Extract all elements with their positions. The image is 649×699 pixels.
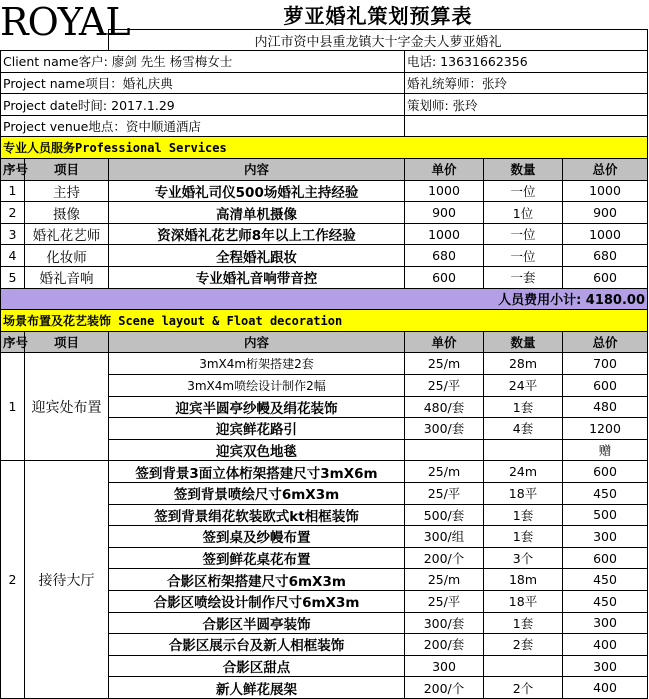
row-qty: 18m	[484, 569, 563, 591]
row-qty: 18平	[484, 482, 563, 504]
table-row	[1, 202, 648, 224]
row-content: 专业婚礼音响带音控	[109, 267, 405, 289]
row-qty: 一套	[484, 267, 563, 289]
row-content: 全程婚礼跟妆	[109, 245, 405, 267]
row-price	[405, 439, 484, 461]
row-price: 200/套	[405, 634, 484, 656]
row-no: 1	[1, 180, 25, 202]
group-no: 1	[1, 353, 25, 461]
row-content: 签到背景绢花软装欧式kt相框装饰	[109, 504, 405, 526]
row-total: 450	[563, 482, 648, 504]
row-qty: 1套	[484, 612, 563, 634]
row-qty: 一位	[484, 245, 563, 267]
row-item: 主持	[25, 180, 109, 202]
row-content: 3mX4m桁架搭建2套	[109, 353, 405, 375]
section-scene-title: 场景布置及花艺装饰 Scene layout & Float decoration	[1, 310, 648, 332]
row-content: 签到背景3面立体桁架搭建尺寸3mX6m	[109, 461, 405, 483]
row-total: 600	[563, 375, 648, 397]
table-row	[1, 267, 648, 289]
row-price: 25/平	[405, 375, 484, 397]
group-item: 迎宾处布置	[25, 353, 109, 461]
header-item: 项目	[25, 159, 109, 181]
row-price: 25/m	[405, 569, 484, 591]
row-total: 900	[563, 202, 648, 224]
row-total: 600	[563, 267, 648, 289]
row-price: 300	[405, 655, 484, 677]
row-content: 迎宾半圆亭纱幔及绢花装饰	[109, 396, 405, 418]
header-price: 单价	[405, 159, 484, 181]
personnel-subtotal: 人员费用小计: 4180.00	[1, 288, 648, 310]
row-total: 600	[563, 547, 648, 569]
row-content: 签到桌及纱幔布置	[109, 526, 405, 548]
row-total: 1200	[563, 418, 648, 440]
section-professional-title: 专业人员服务Professional Services	[1, 137, 648, 159]
row-item: 摄像	[25, 202, 109, 224]
row-qty	[484, 655, 563, 677]
row-qty	[484, 439, 563, 461]
row-content: 合影区展示台及新人相框装饰	[109, 634, 405, 656]
row-price: 480/套	[405, 396, 484, 418]
row-price: 25/平	[405, 482, 484, 504]
row-no: 5	[1, 267, 25, 289]
header-qty: 数量	[484, 331, 563, 353]
row-total: 300	[563, 612, 648, 634]
row-total: 300	[563, 655, 648, 677]
row-content: 3mX4m喷绘设计制作2幅	[109, 375, 405, 397]
row-total: 500	[563, 504, 648, 526]
project-name: Project name项目：婚礼庆典	[1, 72, 405, 94]
row-price: 680	[405, 245, 484, 267]
row-qty: 1位	[484, 202, 563, 224]
row-qty: 28m	[484, 353, 563, 375]
row-price: 25/m	[405, 353, 484, 375]
row-price: 25/平	[405, 590, 484, 612]
group-no: 2	[1, 461, 25, 699]
royal-logo: ROYAL	[0, 0, 130, 44]
header-total: 总价	[563, 159, 648, 181]
row-qty: 一位	[484, 223, 563, 245]
row-content: 合影区喷绘设计制作尺寸6mX3m	[109, 590, 405, 612]
row-price: 300/组	[405, 526, 484, 548]
header-content: 内容	[109, 159, 405, 181]
row-content: 新人鲜花展架	[109, 677, 405, 699]
row-qty: 4套	[484, 418, 563, 440]
row-no: 4	[1, 245, 25, 267]
row-qty: 2个	[484, 677, 563, 699]
row-content: 签到背景喷绘尺寸6mX3m	[109, 482, 405, 504]
row-content: 专业婚礼司仪500场婚礼主持经验	[109, 180, 405, 202]
row-total: 400	[563, 634, 648, 656]
row-total: 700	[563, 353, 648, 375]
row-content: 资深婚礼花艺师8年以上工作经验	[109, 223, 405, 245]
header-total: 总价	[563, 331, 648, 353]
row-qty: 一位	[484, 180, 563, 202]
row-qty: 24m	[484, 461, 563, 483]
header-content: 内容	[109, 331, 405, 353]
row-content: 合影区甜点	[109, 655, 405, 677]
section2-header-row	[1, 331, 648, 353]
row-content: 迎宾双色地毯	[109, 439, 405, 461]
header-no: 序号	[1, 331, 25, 353]
row-price: 900	[405, 202, 484, 224]
table-row	[1, 180, 648, 202]
row-price: 300/套	[405, 418, 484, 440]
row-total: 600	[563, 461, 648, 483]
row-price: 1000	[405, 223, 484, 245]
row-content: 合影区半圆亭装饰	[109, 612, 405, 634]
row-qty: 18平	[484, 590, 563, 612]
row-price: 200/个	[405, 677, 484, 699]
row-total: 1000	[563, 223, 648, 245]
row-total: 480	[563, 396, 648, 418]
row-price: 500/套	[405, 504, 484, 526]
row-content: 高清单机摄像	[109, 202, 405, 224]
row-price: 300/套	[405, 612, 484, 634]
row-content: 合影区桁架搭建尺寸6mX3m	[109, 569, 405, 591]
row-qty: 2套	[484, 634, 563, 656]
row-content: 迎宾鲜花路引	[109, 418, 405, 440]
row-total: 赠	[563, 439, 648, 461]
coordinator: 婚礼统筹师：张玲	[405, 72, 648, 94]
table-row	[1, 245, 648, 267]
client-name: Client name客户: 廖剑 先生 杨雪梅女士	[1, 51, 405, 73]
row-qty: 1套	[484, 396, 563, 418]
section1-header-row	[1, 159, 648, 181]
row-price: 25/m	[405, 461, 484, 483]
row-total: 1000	[563, 180, 648, 202]
row-price: 600	[405, 267, 484, 289]
sheet-title: 萝亚婚礼策划预算表	[283, 4, 473, 28]
row-qty: 24平	[484, 375, 563, 397]
row-qty: 1套	[484, 526, 563, 548]
row-total: 300	[563, 526, 648, 548]
header-no: 序号	[1, 159, 25, 181]
row-item: 婚礼音响	[25, 267, 109, 289]
row-total: 400	[563, 677, 648, 699]
table-row	[1, 461, 648, 483]
row-total: 450	[563, 590, 648, 612]
table-row	[1, 223, 648, 245]
row-price: 200/个	[405, 547, 484, 569]
row-qty: 3个	[484, 547, 563, 569]
row-total: 680	[563, 245, 648, 267]
row-price: 1000	[405, 180, 484, 202]
header-price: 单价	[405, 331, 484, 353]
row-content: 签到鲜花桌花布置	[109, 547, 405, 569]
planner: 策划师: 张玲	[405, 94, 648, 116]
group-item: 接待大厅	[25, 461, 109, 699]
header-item: 项目	[25, 331, 109, 353]
header-qty: 数量	[484, 159, 563, 181]
table-row	[1, 353, 648, 375]
phone: 电话: 13631662356	[405, 51, 648, 73]
project-venue: Project venue地点：资中顺通酒店	[1, 115, 405, 137]
row-no: 2	[1, 202, 25, 224]
row-no: 3	[1, 223, 25, 245]
row-item: 化妆师	[25, 245, 109, 267]
address: 内江市资中县重龙镇大十字金夫人萝亚婚礼	[109, 30, 648, 51]
row-qty: 1套	[484, 504, 563, 526]
row-item: 婚礼花艺师	[25, 223, 109, 245]
row-total: 450	[563, 569, 648, 591]
project-date: Project date时间: 2017.1.29	[1, 94, 405, 116]
